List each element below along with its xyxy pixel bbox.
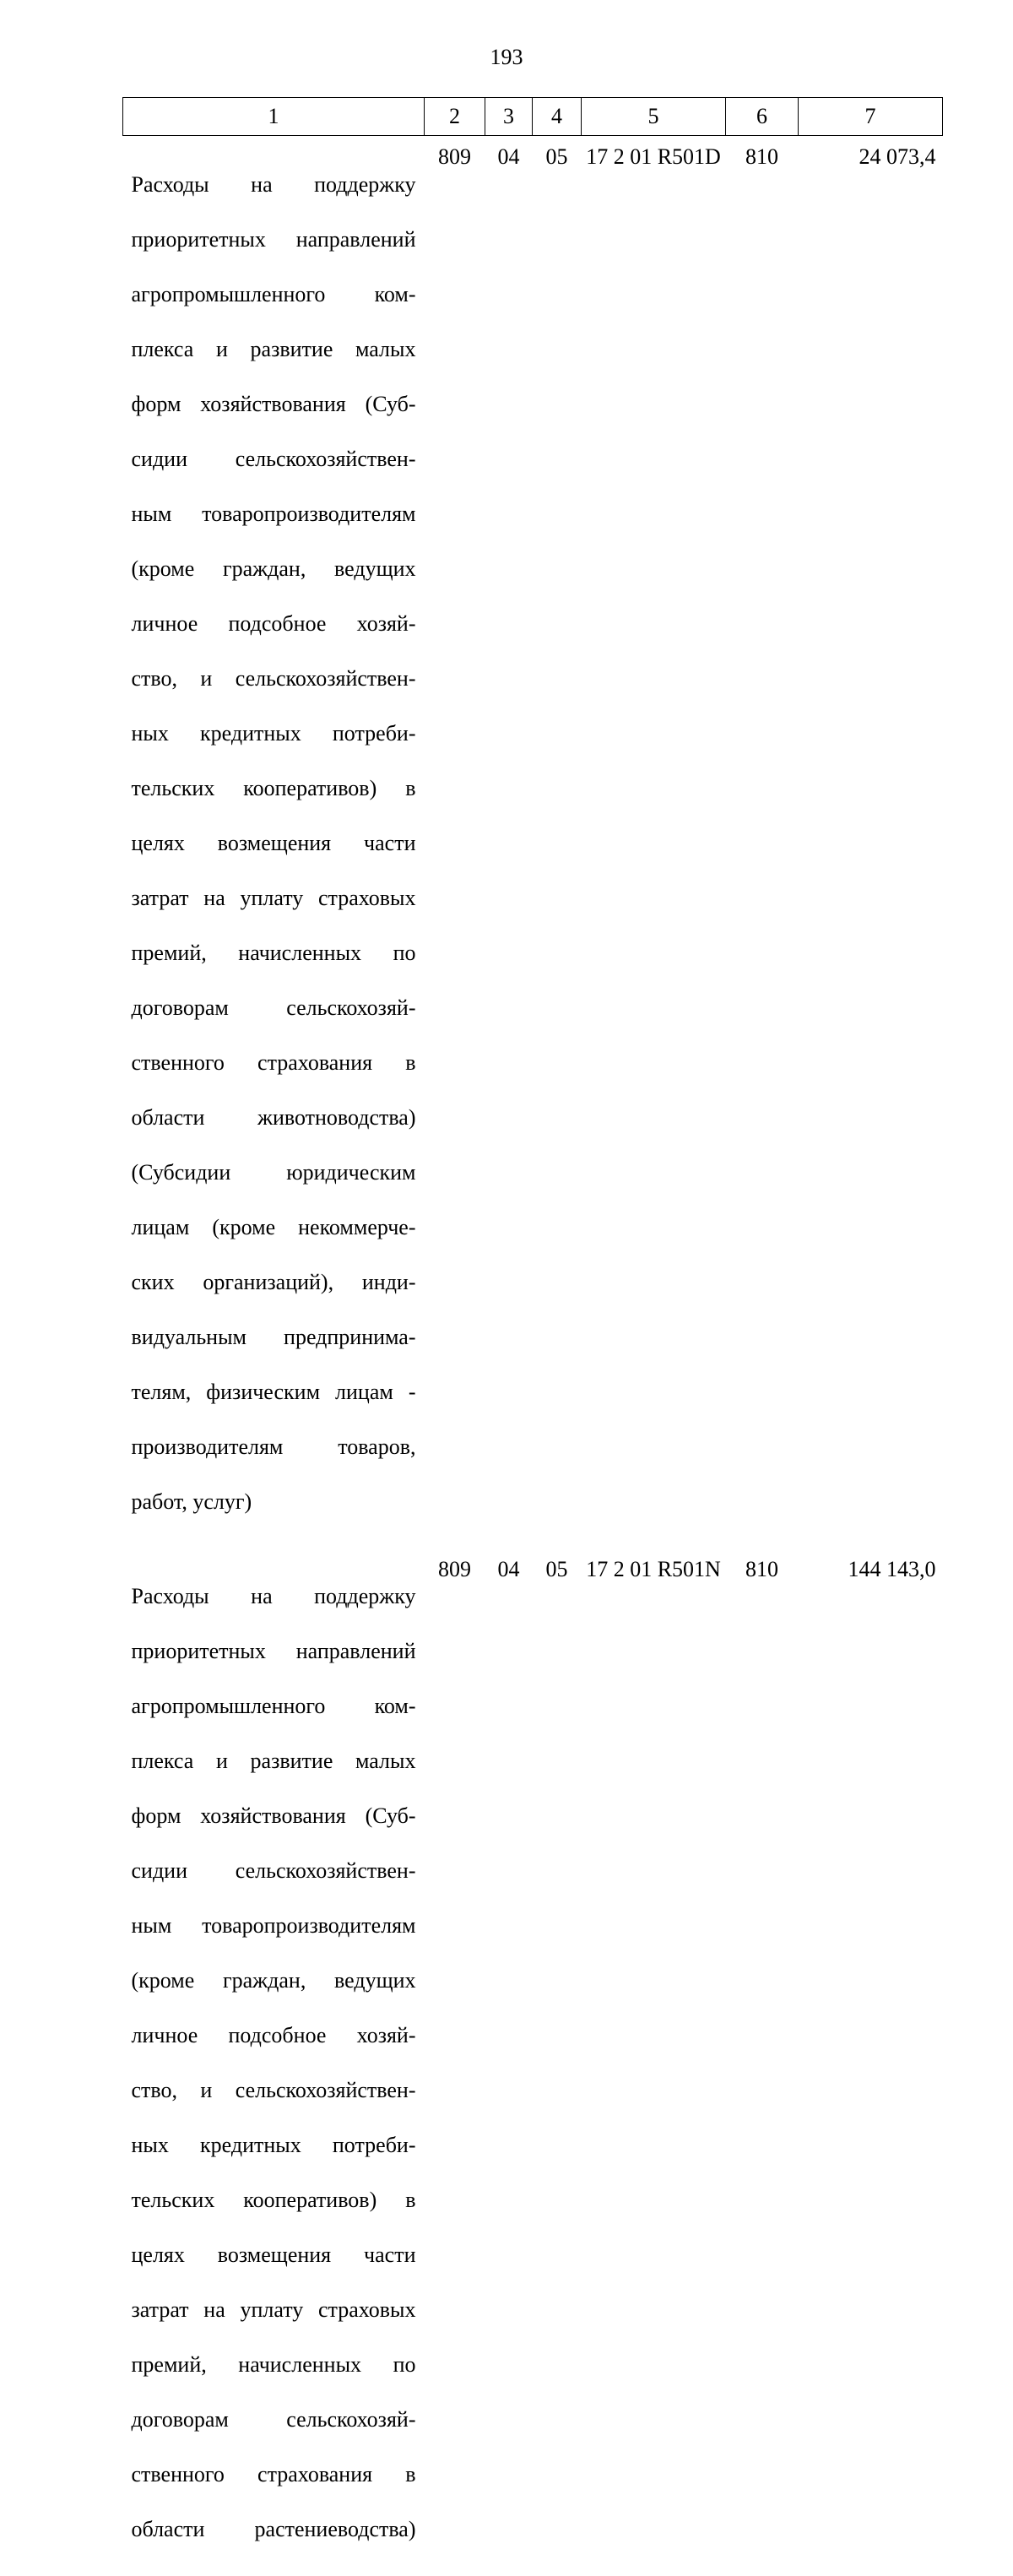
- cell-ministry-code: 809: [425, 1548, 485, 2576]
- description-line: ным товаропроизводителям: [132, 501, 416, 529]
- cell-target-article: 17 2 01 R501D: [582, 136, 726, 1548]
- description-line: (кроме граждан, ведущих: [132, 1967, 416, 1995]
- description-line: плекса и развитие малых: [132, 336, 416, 364]
- description-line: лицам (кроме некоммерче-: [132, 1214, 416, 1242]
- cell-section: 04: [485, 136, 533, 1548]
- table-row: [123, 136, 943, 1548]
- cell-section: 04: [485, 1548, 533, 2576]
- description-line: тельских кооперативов) в: [132, 775, 416, 803]
- description-line: премий, начисленных по: [132, 940, 416, 968]
- description-line: Расходы на поддержку: [132, 171, 416, 199]
- description-line: ство, и сельскохозяйствен-: [132, 2077, 416, 2105]
- description-line: производителям товаров,: [132, 1434, 416, 1462]
- row-description: [123, 136, 425, 1548]
- header-col-2: 2: [425, 98, 485, 136]
- row-description: [123, 1548, 425, 2576]
- description-line: агропромышленного ком-: [132, 1693, 416, 1721]
- description-line: агропромышленного ком-: [132, 281, 416, 309]
- description-line: ственного страхования в: [132, 1049, 416, 1077]
- description-line: ских организаций), инди-: [132, 1269, 416, 1297]
- description-line: форм хозяйствования (Суб-: [132, 391, 416, 419]
- header-col-3: 3: [485, 98, 533, 136]
- description-line: ным товаропроизводителям: [132, 1912, 416, 1940]
- cell-subsection: 05: [533, 1548, 582, 2576]
- table-row: [123, 1548, 943, 2576]
- cell-expense-type: 810: [726, 136, 799, 1548]
- description-line: области растениеводства): [132, 2516, 416, 2544]
- description-line: личное подсобное хозяй-: [132, 610, 416, 638]
- page-number: 193: [0, 42, 1013, 73]
- budget-table: [122, 97, 943, 2576]
- cell-ministry-code: 809: [425, 136, 485, 1548]
- cell-expense-type: 810: [726, 1548, 799, 2576]
- description-line: тельских кооперативов) в: [132, 2187, 416, 2215]
- description-line: (Субсидии юридическим: [132, 1159, 416, 1187]
- description-line: ственного страхования в: [132, 2461, 416, 2489]
- description-line: плекса и развитие малых: [132, 1748, 416, 1776]
- description-line: затрат на уплату страховых: [132, 885, 416, 913]
- cell-subsection: 05: [533, 136, 582, 1548]
- description-line: приоритетных направлений: [132, 226, 416, 254]
- description-line: ство, и сельскохозяйствен-: [132, 665, 416, 693]
- description-line: ных кредитных потреби-: [132, 720, 416, 748]
- description-line: премий, начисленных по: [132, 2351, 416, 2379]
- cell-target-article: 17 2 01 R501N: [582, 1548, 726, 2576]
- description-line: (кроме граждан, ведущих: [132, 556, 416, 583]
- description-line: форм хозяйствования (Суб-: [132, 1803, 416, 1830]
- description-line: затрат на уплату страховых: [132, 2297, 416, 2324]
- description-line: договорам сельскохозяй-: [132, 2406, 416, 2434]
- description-line: Расходы на поддержку: [132, 1583, 416, 1611]
- cell-amount: 24 073,4: [799, 136, 943, 1548]
- header-row: [123, 98, 943, 136]
- header-col-5: 5: [582, 98, 726, 136]
- description-line: целях возмещения части: [132, 830, 416, 858]
- description-line: сидии сельскохозяйствен-: [132, 446, 416, 474]
- description-line: договорам сельскохозяй-: [132, 995, 416, 1022]
- description-line: личное подсобное хозяй-: [132, 2022, 416, 2050]
- header-col-6: 6: [726, 98, 799, 136]
- header-col-7: 7: [799, 98, 943, 136]
- description-line: телям, физическим лицам -: [132, 1379, 416, 1407]
- table-header: [123, 98, 943, 136]
- header-col-1: 1: [123, 98, 425, 136]
- cell-amount: 144 143,0: [799, 1548, 943, 2576]
- description-line: целях возмещения части: [132, 2242, 416, 2270]
- description-line: ных кредитных потреби-: [132, 2132, 416, 2160]
- description-line: видуальным предпринима-: [132, 1324, 416, 1352]
- description-line: приоритетных направлений: [132, 1638, 416, 1666]
- description-line: области животноводства): [132, 1104, 416, 1132]
- table-body: [123, 136, 943, 2576]
- description-line: работ, услуг): [132, 1489, 416, 1516]
- description-line: сидии сельскохозяйствен-: [132, 1857, 416, 1885]
- header-col-4: 4: [533, 98, 582, 136]
